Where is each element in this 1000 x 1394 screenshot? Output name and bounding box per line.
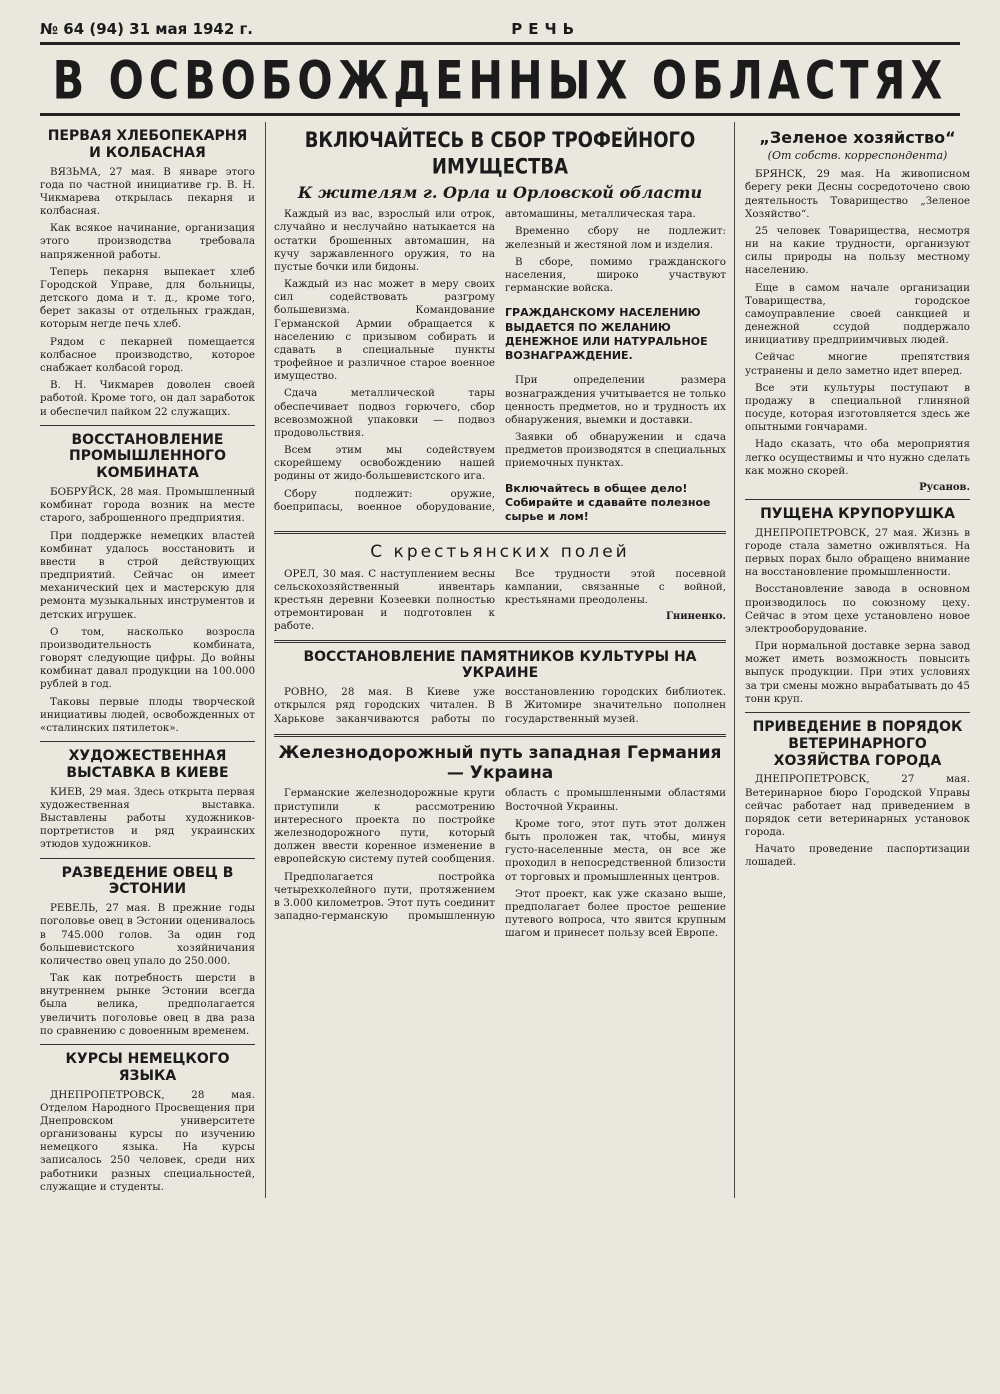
article-paragraph: БОБРУЙСК, 28 мая. Промышленный комбинат города возник на месте старого, заброшенного предприятия. [40, 486, 255, 525]
middle-column [265, 122, 735, 1198]
divider [40, 858, 255, 859]
left-column [40, 122, 255, 1198]
divider [40, 1044, 255, 1045]
article-title: ПРИВЕДЕНИЕ В ПОРЯДОК ВЕТЕРИНАРНОГО ХОЗЯЙСТВА ГОРОДА [752, 719, 963, 769]
article-paragraph: В. Н. Чикмарев доволен своей работой. Кроме того, он дал заработок и обеспечил пайком 22 служащих. [40, 379, 255, 418]
article-paragraph: В сборе, помимо гражданского населения, широко участвуют германские войска. [505, 255, 726, 295]
article-subtitle: (От собств. корреспондента) [767, 149, 948, 163]
article-paragraph: Так как потребность шерсти в внутреннем рынке Эстонии всегда была велика, предполагается увеличить поголовье овец в два раза по сравнению с довоенным временем. [40, 972, 255, 1037]
masthead [40, 20, 960, 42]
paper-name: РЕЧЬ [511, 20, 580, 38]
headline-rule [40, 113, 960, 116]
article-paragraph: Всем этим мы содействуем скорейшему освобождению нашей родины от жидо-большевистского ига. [274, 444, 495, 483]
article-title: ПЕРВАЯ ХЛЕБОПЕКАРНЯ И КОЛБАСНАЯ [47, 128, 248, 161]
article-signature: Русанов. [919, 481, 970, 493]
divider [274, 734, 726, 737]
article-title: ВОССТАНОВЛЕНИЕ ПРОМЫШЛЕННОГО КОМБИНАТА [69, 431, 226, 482]
article-paragraph: Начато проведение паспортизации лошадей. [745, 843, 970, 869]
article-signature: Гниненко. [665, 611, 726, 623]
article-paragraph: ДНЕПРОПЕТРОВСК, 27 мая. Жизнь в городе стала заметно оживляться. На первых порах было обращено внимание на восстановление промышленности. [745, 526, 970, 579]
article-paragraph: Этот проект, как уже сказано выше, предполагает более простое решение путевого вопроса, что явится крупным шагом и принесет пользу всей Европе. [505, 887, 726, 940]
article-body [274, 686, 726, 728]
article-title: ХУДОЖЕСТВЕННАЯ ВЫСТАВКА В КИЕВЕ [66, 748, 229, 781]
columns [40, 122, 970, 1198]
article-paragraph: Сейчас многие препятствия устранены и дело заметно идет вперед. [745, 351, 970, 377]
divider [745, 712, 970, 713]
article-paragraph: РОВНО, 28 мая. В Киеве уже открылся ряд городских читален. В Харькове заканчиваются работы по восстановлению городских библиотек. В Житомире значительно пополнен государственный музей. [274, 686, 726, 725]
article-highlight: ГРАЖДАНСКОМУ НАСЕЛЕНИЮ ВЫДАЕТСЯ ПО ЖЕЛАНИЮ ДЕНЕЖНОЕ ИЛИ НАТУРАЛЬНОЕ ВОЗНАГРАЖДЕНИЕ. [505, 306, 708, 363]
article-paragraph: Все трудности этой посевной кампании, связанные с войной, крестьянами преодолены. [505, 567, 726, 607]
article-paragraph: Кроме того, этот путь этот должен быть проложен так, чтобы, минуя густо-населенные места, он все же проходил в непосредственной близости от торговых и промышленных центров. [505, 817, 726, 883]
article-title: ВОССТАНОВЛЕНИЕ ПАМЯТНИКОВ КУЛЬТУРЫ НА УКРАИНЕ [303, 648, 697, 682]
article-paragraph: При нормальной доставке зерна завод может иметь возможность повысить выпуск продукции. При этих условиях за три смены можно вырабатывать до 45 тонн круп. [745, 640, 970, 705]
article-paragraph: Заявки об обнаружении и сдача предметов производятся в специальных приемочных пунктах. [505, 431, 726, 470]
article-paragraph: При определении размера вознаграждения учитывается не только ценность предметов, но и трудность их обнаружения, выемки и доставки. [505, 374, 726, 426]
article-title: КУРСЫ НЕМЕЦКОГО ЯЗЫКА [65, 1050, 230, 1084]
article-highlight: Включайтесь в общее дело! Собирайте и сдавайте полезное сырье и лом! [505, 481, 711, 524]
article-body [274, 208, 726, 525]
divider [40, 741, 255, 742]
article-paragraph: Предполагается постройка четырехколейного пути, протяжением в 3.000 километров. Этот путь соединит западно-германскую промышленную область с промышленными областями Восточной Украины. [274, 787, 726, 923]
article-paragraph: БРЯНСК, 29 мая. На живописном берегу реки Десны сосредоточено свою деятельность Товарищество „Зеленое Хозяйство“. [745, 168, 970, 220]
article-paragraph: Сдача металлической тары обеспечивает подвоз горючего, сбор всевозможной упаковки — подвоз продовольствия. [274, 387, 495, 439]
article-paragraph: Таковы первые плоды творческой инициативы людей, освобожденных от «сталинских пятилеток». [40, 695, 255, 734]
divider [274, 640, 726, 643]
divider [745, 499, 970, 500]
article-title: ВКЛЮЧАЙТЕСЬ В СБОР ТРОФЕЙНОГО ИМУЩЕСТВА [304, 127, 696, 179]
article-paragraph: ВЯЗЬМА, 27 мая. В январе этого года по частной инициативе гр. В. Н. Чикмарева открылась пекарня и колбасная. [40, 165, 255, 218]
divider [40, 425, 255, 426]
article-paragraph: Каждый из вас, взрослый или отрок, случайно и неслучайно натыкается на остатки брошенных автомашин, на кучу заржавленного оружия, то на пустые бочки или бидоны. [274, 208, 495, 273]
article-body [274, 787, 726, 940]
right-column [745, 122, 970, 1198]
article-paragraph: При поддержке немецких властей комбинат удалось восстановить и ввести в строй действующих предприятий. Сейчас он имеет механический цех и мастерскую для ремонта музыкальных инструментов и детских игрушек. [40, 529, 255, 621]
article-paragraph: Сбору подлежит: оружие, боеприпасы, военное оборудование, автомашины, металлическая тара. [274, 208, 696, 513]
article-title: Железнодорожный путь западная Германия — Украина [278, 742, 722, 784]
issue-line: № 64 (94) 31 мая 1942 г. [40, 20, 254, 38]
article-paragraph: Как всякое начинание, организация этого производства требовала напряженной работы. [40, 222, 255, 261]
article-paragraph: Надо сказать, что оба мероприятия легко осуществимы и что нужно сделать как можно скорей. [745, 438, 970, 477]
article-paragraph: Теперь пекарня выпекает хлеб Городской Управе, для больницы, детского дома и т. д., кроме того, берет заказы от отдельных граждан, которым негде печь хлеб. [40, 265, 255, 331]
article-paragraph: Все эти культуры поступают в продажу в специальной глиняной посуде, которая изготовляется здесь же опытными гончарами. [745, 381, 970, 434]
article-paragraph: ДНЕПРОПЕТРОВСК, 27 мая. Ветеринарное бюро Городской Управы сейчас работает над приведением в порядок сети ветеринарных установок города. [745, 773, 970, 839]
article-title: С крестьянских полей [370, 541, 630, 562]
article-title: РАЗВЕДЕНИЕ ОВЕЦ В ЭСТОНИИ [61, 864, 234, 898]
article-body [274, 568, 726, 634]
divider [274, 531, 726, 534]
article-paragraph: Каждый из нас может в меру своих сил содействовать разгрому большевизма. Командование Германской Армии обращается к населению с призывом собирать и сдавать в специальные пункты трофейное и различное старое военное имущество. [274, 278, 495, 383]
article-paragraph: ДНЕПРОПЕТРОВСК, 28 мая. Отделом Народного Просвещения при Днепровском университете организованы курсы по изучению немецкого языка. На курсы записалось 250 человек, среди них работники разных специальностей, служащие и студенты. [40, 1088, 255, 1193]
article-paragraph: О том, насколько возросла производительность комбината, говорят следующие цифры. До войны комбинат давал продукции на 100.000 рублей в год. [40, 625, 255, 691]
article-subtitle: К жителям г. Орла и Орловской области [297, 183, 703, 203]
article-paragraph: Германские железнодорожные круги приступили к рассмотрению интересного проекта по постройке железнодорожного пути, который должен ввести коренное изменение в европейскую систему путей сообщения. [274, 787, 495, 866]
article-paragraph: Временно сбору не подлежит: железный и жестяной лом и изделия. [505, 225, 726, 251]
article-paragraph: Еще в самом начале организации Товарищества, городское самоуправление своей санкцией и денежной ссудой поддержало инициативу предприимчивых людей. [745, 281, 970, 347]
article-paragraph: ОРЕЛ, 30 мая. С наступлением весны сельскохозяйственный инвентарь крестьян деревни Козеевки полностью отремонтирован и подготовлен к работе. [274, 567, 495, 633]
article-title: ПУЩЕНА КРУПОРУШКА [760, 505, 955, 522]
page-headline: В ОСВОБОЖДЕННЫХ ОБЛАСТЯХ [52, 48, 948, 112]
masthead-rule [40, 42, 960, 45]
article-paragraph: Рядом с пекарней помещается колбасное производство, которое снабжает колбасой город. [40, 335, 255, 374]
article-paragraph: 25 человек Товарищества, несмотря ни на какие трудности, организуют силы природы на пользу местному населению. [745, 224, 970, 277]
article-title: „Зеленое хозяйство“ [759, 128, 956, 147]
article-paragraph: КИЕВ, 29 мая. Здесь открыта первая художественная выставка. Выставлены работы художников-портретистов и ряд украинских этюдов художников. [40, 785, 255, 851]
article-paragraph: РЕВЕЛЬ, 27 мая. В прежние годы поголовье овец в Эстонии оценивалось в 745.000 голов. За один год большевистского хозяйничания количество овец упало до 250.000. [40, 902, 255, 967]
article-paragraph: Восстановление завода в основном производилось по союзному цеху. Сейчас в этом цехе установлено новое электрооборудование. [745, 583, 970, 635]
